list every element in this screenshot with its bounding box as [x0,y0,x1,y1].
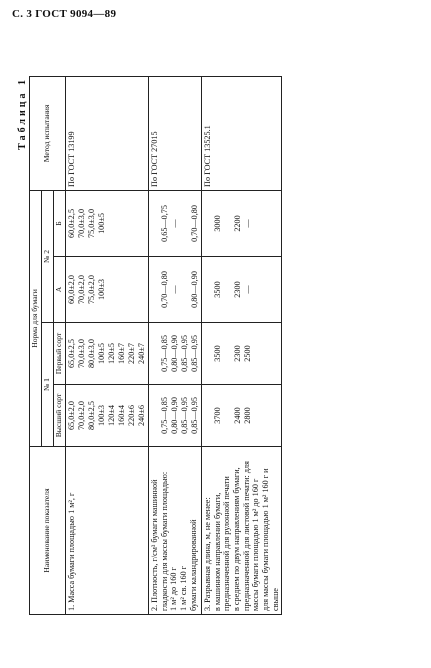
value: 2400 [232,407,242,424]
value: 100±5 [96,213,106,234]
value: 0,75—0,85 [159,397,169,434]
table-caption: Таблица 1 [17,77,28,150]
row1-a-cell [65,257,148,323]
row2-sub: 1 м² св. 160 г [179,565,189,611]
value: 100±3 [96,405,106,426]
col-header-first-grade: Первый сорт [53,323,65,385]
value: — [242,219,252,228]
value: 240±6 [136,405,146,426]
col-header-method: Метод испытания [30,76,66,190]
value: 2300 [232,281,242,298]
value: — [169,219,179,228]
col-header-a: А [53,257,65,323]
row3-name-cell [201,447,281,615]
row1-first-cell [65,323,148,385]
value: 60,0±2,5 [66,208,76,239]
row3-b-cell [201,190,281,256]
col-header-norms: Норма для бумаги [30,190,42,446]
value: 2500 [242,345,252,362]
value: 0,80—0,90 [169,335,179,372]
value: 75,0±2,0 [86,274,96,305]
row2-sub: бумаги каландрированной [189,519,199,611]
col-header-higher-grade: Высший сорт [53,385,65,447]
value: 100±3 [96,279,106,300]
value: 220±6 [126,405,136,426]
value: 120±4 [106,405,116,426]
row2-first-cell [148,323,201,385]
value: 0,75—0,85 [159,335,169,372]
value: 80,0±3,0 [86,338,96,369]
row3-name: 3. Разрывная длина, м, не менее: [202,497,212,611]
table-row [148,76,201,614]
value: 0,85—0,95 [189,397,199,434]
table-row [201,76,281,614]
value: 70,0±2,0 [76,274,86,305]
value: 70,0±3,0 [76,208,86,239]
col-header-name: Наименование показателя [30,447,66,615]
value: 2800 [242,407,252,424]
value: — [242,285,252,294]
value: 2300 [232,345,242,362]
col-header-no2: № 2 [41,190,53,322]
table-row [65,76,148,614]
row3-first-cell [201,323,281,385]
row2-name: 2. Плотность, г/см³ бумаги машинной гладкости для массы бумаги площадью: [149,471,169,611]
value: 0,85—0,95 [179,397,189,434]
row3-a-cell [201,257,281,323]
value: 2200 [232,215,242,232]
row1-name: 1. Масса бумаги площадью 1 м², г [65,447,148,615]
value: 0,80—0,90 [169,397,179,434]
value: 160±4 [116,405,126,426]
row1-b-cell [65,190,148,256]
row3-sub2: в среднем по двум направлениям бумаги, предназначенной для листовой печати: для массы бумаги площадью 1 м² до 160 г [231,461,261,611]
row1-higher-cell [65,385,148,447]
value: 65,0±2,0 [66,400,76,431]
value: 65,0±2,5 [66,338,76,369]
specification-table [29,76,282,615]
row3-sub3: для массы бумаги площадью 1 м² 160 г и свыше [260,468,280,611]
row3-method: По ГОСТ 13525.1 [201,76,281,190]
rotated-page-content [13,75,417,615]
value: 3500 [212,345,222,362]
value: — [169,285,179,294]
row2-sub: 1 м² до 160 г [169,567,179,611]
value: 0,85—0,95 [179,335,189,372]
value: 240±7 [136,343,146,364]
value: 75,0±3,0 [86,208,96,239]
row2-name-cell [148,447,201,615]
value: 3000 [212,215,222,232]
row3-higher-cell [201,385,281,447]
value: 0,70—0,80 [189,205,199,242]
value: 160±7 [116,343,126,364]
page-header: С. 3 ГОСТ 9094—89 [12,8,117,20]
row1-method: По ГОСТ 13199 [65,76,148,190]
col-header-no1: № 1 [41,323,53,447]
value: 100±5 [96,343,106,364]
value: 0,65—0,75 [159,205,169,242]
value: 220±7 [126,343,136,364]
value: 3700 [212,407,222,424]
col-header-b: Б [53,190,65,256]
value: 80,0±2,5 [86,400,96,431]
value: 0,80—0,90 [189,271,199,308]
row2-b-cell [148,190,201,256]
value: 3500 [212,281,222,298]
row2-higher-cell [148,385,201,447]
row2-method: По ГОСТ 27015 [148,76,201,190]
row2-a-cell [148,257,201,323]
value: 70,0±3,0 [76,338,86,369]
value: 70,0±2,0 [76,400,86,431]
value: 120±5 [106,343,116,364]
value: 0,85—0,95 [189,335,199,372]
row3-sub1: в машинном направлении бумаги, предназначенной для рулонной печати [212,476,232,611]
value: 0,70—0,80 [159,271,169,308]
value: 60,0±2,0 [66,274,76,305]
